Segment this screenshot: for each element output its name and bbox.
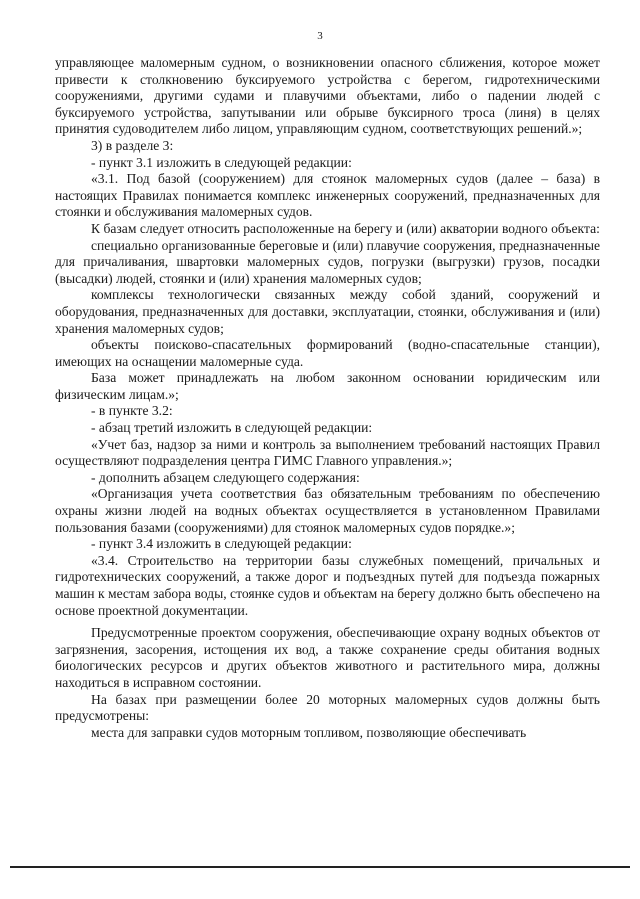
paragraph: - дополнить абзацем следующего содержания:	[91, 469, 360, 485]
paragraph: объекты поисково-спасательных формирований (водно-спасательные станции), имеющих на оснащении маломерные суда.	[55, 337, 600, 369]
paragraph: На базах при размещении более 20 моторных маломерных судов должны быть предусмотрены:	[55, 691, 600, 724]
paragraph: - абзац третий изложить в следующей редакции:	[91, 420, 373, 436]
document-body	[55, 55, 600, 741]
paragraph: «3.4. Строительство на территории базы служебных помещений, причальных и гидротехнических сооружений, а также дорог и подъездных путей для подъезда пожарных машин к местам забора воды, стоянке судов и объектам на берегу должно быть обеспечено на основе проектной документации.	[55, 552, 600, 618]
paragraph: - пункт 3.4 изложить в следующей редакции:	[91, 536, 352, 552]
paragraph: Предусмотренные проектом сооружения, обеспечивающие охрану водных объектов от загрязнения, засорения, истощения их вод, а также сохранение среды обитания водных биологических ресурсов и других объектов животного и растительного мира, должны находиться в исправном состоянии.	[55, 625, 600, 690]
paragraph: комплексы технологически связанных между собой зданий, сооружений и оборудования, предназначенных для доставки, эксплуатации, стоянки, обслуживания и (или) хранения маломерных судов;	[55, 287, 600, 336]
paragraph: «Учет баз, надзор за ними и контроль за выполнением требований настоящих Правил осуществляют подразделения центра ГИМС Главного управления.»;	[55, 436, 600, 469]
paragraph: 3) в разделе 3:	[91, 137, 174, 153]
paragraph: - пункт 3.1 изложить в следующей редакции:	[91, 154, 352, 170]
paragraph: специально организованные береговые и (или) плавучие сооружения, предназначенные для причаливания, швартовки маломерных судов, погрузки (выгрузки) грузов, посадки (высадки) людей, стоянки и (или) хранения маломерных судов;	[55, 237, 600, 286]
paragraph: К базам следует относить расположенные на берегу и (или) акватории водного объекта:	[91, 220, 600, 236]
footer-rule	[10, 866, 630, 868]
page-number: 3	[317, 30, 323, 42]
paragraph: - в пункте 3.2:	[91, 403, 173, 419]
paragraph: управляющее маломерным судном, о возникновении опасного сближения, которое может привести к столкновению буксируемого устройства с берегом, гидротехническими сооружениями, другими судами и плавучими объектами, либо о падении людей с буксируемого устройства, запутывании или обрыве буксирного троса (линя) в целях принятия судоводителем либо лицом, управляющим судном, соответствующих решений.»;	[55, 55, 600, 137]
paragraph: База может принадлежать на любом законном основании юридическим или физическим лицам.»;	[55, 370, 600, 402]
paragraph: места для заправки судов моторным топливом, позволяющие обеспечивать	[91, 724, 527, 740]
paragraph: «3.1. Под базой (сооружением) для стоянок маломерных судов (далее – база) в настоящих Правилах понимается комплекс инженерных сооружений, предназначенных для стоянки и обслуживания маломерных судов.	[55, 171, 600, 220]
paragraph: «Организация учета соответствия баз обязательным требованиям по обеспечению охраны жизни людей на водных объектах осуществляется в установленном Правилами пользования базами (сооружениями) для стоянок маломерных судов порядке.»;	[55, 486, 600, 535]
